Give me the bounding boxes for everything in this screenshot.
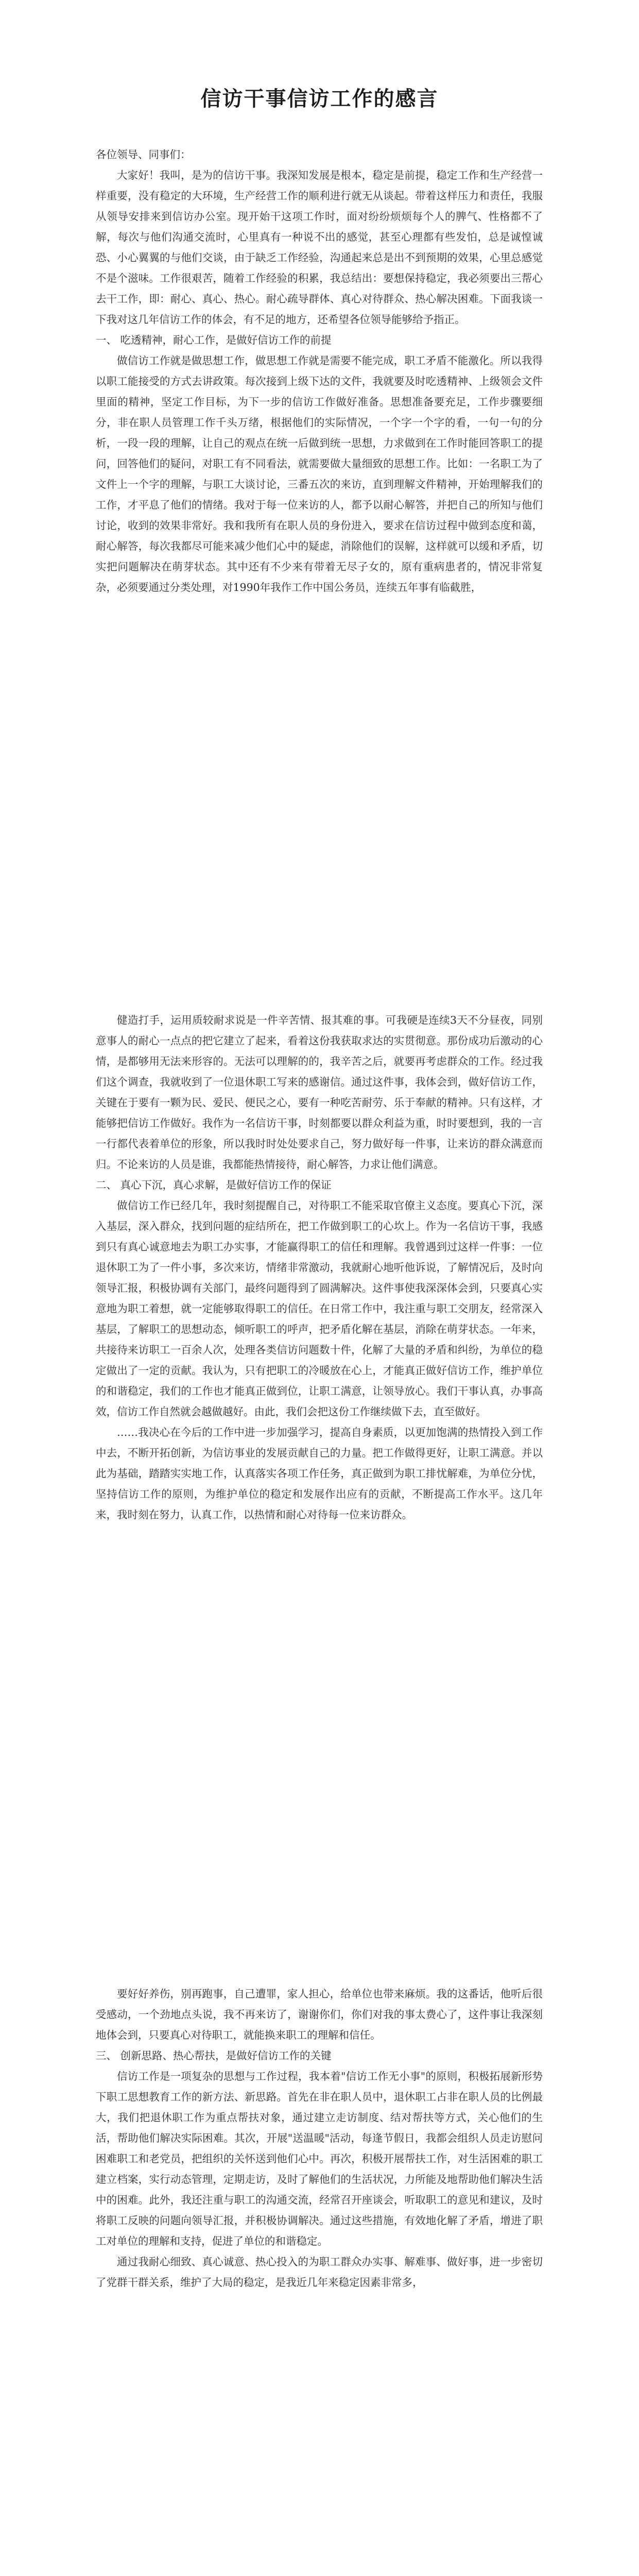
heading-two: 二、 真心下沉，真心求解，是做好信访工作的保证 — [96, 1179, 332, 1191]
section-two-paragraph: 做信访工作已经几年，我时刻提醒自己，对待职工不能采取官僚主义态度。要真心下沉，深入基层，深入群众，找到问题的症结所在，把工作做到职工的心坎上。作为一名信访干事，我感到只有真心诚意地去为职工办实事，才能赢得职工的信任和理解。我曾遇到过这样一件事：一位退休职工为了一件小事，多次来访，情绪非常激动，我就耐心地听他诉说，了解情况后，及时向领导汇报，积极协调有关部门，最终问题得到了圆满解决。这件事使我深深体会到，只要真心实意地为职工着想，就一定能够取得职工的信任。在日常工作中，我注重与职工交朋友，经常深入基层，了解职工的思想动态，倾听职工的呼声，把矛盾化解在基层，消除在萌芽状态。一年来，共接待来访职工一百余人次，处理各类信访问题数十件，化解了大量的矛盾和纠纷，为单位的稳定做出了一定的贡献。我认为，只有把职工的冷暖放在心上，才能真正做好信访工作，维护单位的和谐稳定，我们的工作也才能真正做到位，让职工满意，让领导放心。我们干事认真，办事高效，信访工作自然就会越做越好。由此，我们会把这份工作继续做下去，直至做好。 — [96, 1199, 543, 1418]
section-three-summary: 通过我耐心细致、真心诚意、热心投入的为职工群众办实事、解难事、做好事，进一步密切了党群干群关系，维护了大局的稳定，是我近几年来稳定因素非常多， — [96, 2256, 543, 2289]
section-two-closing: ……我决心在今后的工作中进一步加强学习，提高自身素质，以更加饱满的热情投入到工作中去，不断开拓创新，为信访事业的发展贡献自己的力量。把工作做得更好，让职工满意。并以此为基础，踏踏实实地工作，认真落实各项工作任务，真正做到为职工排忧解难，为单位分忧，坚持信访工作的原则，为维护单位的稳定和发展作出应有的贡献，不断提高工作水平。这几年来，我时刻在努力，认真工作，以热情和耐心对待每一位来访群众。 — [96, 1426, 543, 1521]
section-three-paragraph: 信访工作是一项复杂的思想与工作过程，我本着"信访工作无小事"的原则，积极拓展新形势下职工思想教育工作的新方法、新思路。首先在非在职人员中，退休职工占非在职人员的比例最大，我们把退休职工作为重点帮扶对象，通过建立走访制度、结对帮扶等方式，关心他们的生活，帮助他们解决实际困难。其次，开展"送温暖"活动，每逢节假日，我都会组织人员走访慰问困难职工和老党员，把组织的关怀送到他们心中。再次，积极开展帮扶工作，对生活困难的职工建立档案，实行动态管理，定期走访，及时了解他们的生活状况，力所能及地帮助他们解决生活中的困难。此外，我还注重与职工的沟通交流，经常召开座谈会，听取职工的意见和建议，及时将职工反映的问题向领导汇报，并积极协调解决。通过这些措施，有效地化解了矛盾，增进了职工对单位的理解和支持，促进了单位的和谐稳定。 — [96, 2070, 543, 2247]
intro-paragraph: 大家好！我叫，是为的信访干事。我深知发展是根本，稳定是前提，稳定工作和生产经营一样重要，没有稳定的大环境，生产经营工作的顺利进行就无从谈起。带着这样压力和责任，我服从领导安排来到信访办公室。现开始干这项工作时，面对纷纷烦烦每个人的脾气、性格都不了解，每次与他们沟通交流时，心里真有一种说不出的感觉，甚至心理都有些发怕，总是诚惶诚恐、小心翼翼的与他们交谈，由于缺乏工作经验，沟通起来总是出不到预期的效果，心里总感觉不是个滋味。工作很艰苦，随着工作经验的积累，我总结出：要想保持稳定，我必须要出三帮心去干工作，即：耐心、真心、热心。耐心疏导群体、真心对待群众、热心解决困难。下面我谈一下我对这几年信访工作的体会，有不足的地方，还希望各位领导能够给予指正。 — [96, 169, 543, 326]
middle-section — [96, 1010, 543, 1525]
heading-three: 三、 创新思路、热心帮扶，是做好信访工作的关键 — [96, 2049, 332, 2062]
salutation: 各位领导、同事们： — [96, 148, 191, 161]
section-one-paragraph: 做信访工作就是做思想工作，做思想工作就是需要不能完成，职工矛盾不能激化。所以我得以职工能接受的方式去讲政策。每次接到上级下达的文件，我就要及时吃透精神、上级领会文件里面的精神，坚定工作目标，为下一步的信访工作做好准备。思想准备要充足，工作步骤要细分，非在职人员管理工作千头万绪，根据他们的实际情况，一个字一个字的看，一句一句的分析，一段一段的理解，让自己的观点在统一后做到统一思想，力求做到在工作时能回答职工的提问，回答他们的疑问，对职工有不同看法，就需要做大量细致的思想工作。比如：一名职工为了文件上一个字的理解，与职工大谈讨论，三番五次的来访，直到理解文件精神，开始理解我们的工作，才平息了他们的情绪。我对于每一位来访的人，都予以耐心解答，并把自己的所知与他们讨论，收到的效果非常好。我和我所有在职人员的身份进入，要求在信访过程中做到态度和蔼，耐心解答，每次我都尽可能来减少他们心中的疑虑，消除他们的误解，这样就可以缓和矛盾，切实把问题解决在萌芽状态。其中还有不少来有带着无尽子女的，原有重病患者的，情况非常复杂，必须要通过分类处理，对1990年我作工作中国公务员，连续五年事有临截胜， — [96, 354, 543, 594]
document-title: 信访干事信访工作的感言 — [200, 87, 439, 111]
opening-section — [96, 144, 543, 598]
section-one-continued: 健造打手，运用质较耐求说是一件辛苦情、报其难的事。可我硬是连续3天不分昼夜，同别意事人的耐心一点点的把它建立了起来，看着这份我获取求达的实贯彻意。那份成功后激动的心情，是都够用无法来形容的。无法可以理解的的，我辛苦之后，就要再考虑群众的工作。经过我们这个调查，我就收到了一位退休职工写来的感谢信。通过这件事，我体会到，做好信访工作，关键在于要有一颗为民、爱民、便民之心，要有一种吃苦耐劳、乐于奉献的精神。只有这样，才能够把信访工作做好。我作为一名信访干事，时刻都要以群众利益为重，时时要想到，我的一言一行都代表着单位的形象，所以我时时处处要求自己，努力做好每一件事，让来访的群众满意而归。不论来访的人员是谁，我都能热情接待，耐心解答，力求让他们满意。 — [96, 1014, 543, 1171]
later-section — [96, 1984, 543, 2293]
section-two-continued: 要好好养伤，别再跑事，自己遭罪，家人担心，给单位也带来麻烦。我的这番话，他听后很受感动，一个劲地点头说，我不再来访了，谢谢你们，你们对我的事太费心了，这件事让我深刻地体会到，只要真心对待职工，就能换来职工的理解和信任。 — [96, 1988, 543, 2041]
heading-one: 一、 吃透精神，耐心工作，是做好信访工作的前提 — [96, 334, 332, 346]
